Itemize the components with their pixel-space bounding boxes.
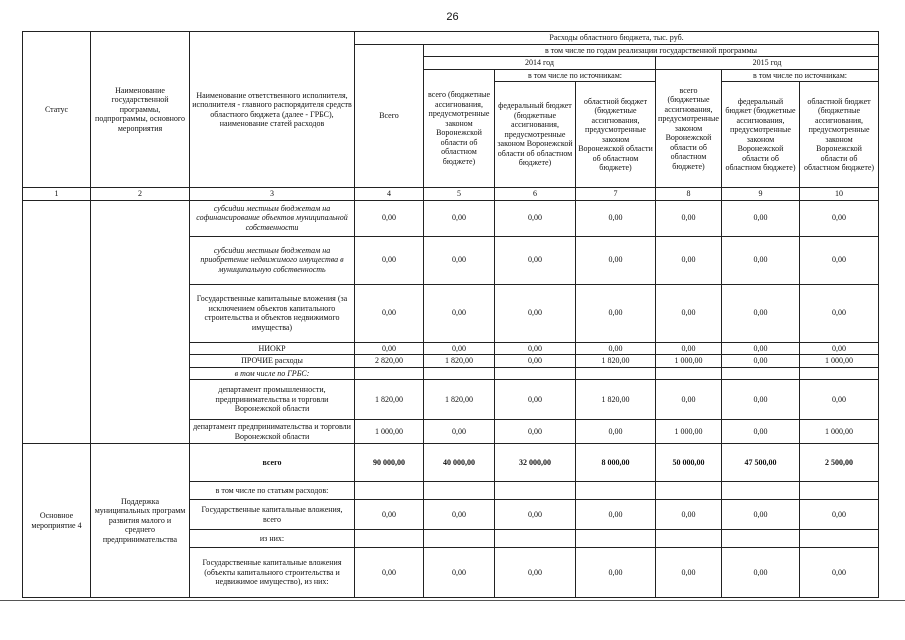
cell-value: 0,00 — [800, 236, 879, 284]
cell-value: 0,00 — [495, 355, 576, 368]
cell-value: 47 500,00 — [722, 444, 800, 482]
cell-value: 0,00 — [576, 420, 656, 444]
cell-value: 0,00 — [800, 500, 879, 530]
header-by-years: в том числе по годам реализации государственной программы — [424, 44, 879, 57]
col-num: 6 — [495, 188, 576, 201]
cell-value: 0,00 — [722, 342, 800, 355]
program-cell-empty — [91, 200, 190, 444]
cell-value: 0,00 — [424, 548, 495, 598]
cell-value — [495, 367, 576, 380]
cell-value: 8 000,00 — [576, 444, 656, 482]
cell-value: 1 820,00 — [424, 380, 495, 420]
cell-value: 0,00 — [576, 548, 656, 598]
cell-value: 0,00 — [355, 500, 424, 530]
cell-value: 32 000,00 — [495, 444, 576, 482]
cell-value — [722, 482, 800, 500]
cell-value: 0,00 — [722, 380, 800, 420]
cell-value: 0,00 — [800, 342, 879, 355]
row-name: Государственные капитальные вложения (объекты капитального строительства и недвижимое имущество), из них: — [190, 548, 355, 598]
header-executor: Наименование ответственного исполнителя, исполнителя - главного распорядителя средств областного бюджета (далее - ГРБС), наименование статей расходов — [190, 32, 355, 188]
program-cell: Поддержка муниципальных программ развития малого и среднего предпринимательства — [91, 444, 190, 598]
cell-value: 0,00 — [495, 284, 576, 342]
cell-value: 1 820,00 — [424, 355, 495, 368]
row-name: департамент промышленности, предпринимательства и торговли Воронежской области — [190, 380, 355, 420]
row-name: НИОКР — [190, 342, 355, 355]
col-num: 3 — [190, 188, 355, 201]
table-row — [23, 444, 879, 482]
cell-value: 1 000,00 — [656, 355, 722, 368]
col-num: 1 — [23, 188, 91, 201]
row-name: департамент предпринимательства и торговли Воронежской области — [190, 420, 355, 444]
cell-value: 0,00 — [656, 342, 722, 355]
cell-value: 0,00 — [800, 200, 879, 236]
header-c5: всего (бюджетные ассигнования, предусмотренные законом Воронежской области об областном бюджете) — [424, 69, 495, 188]
col-num: 8 — [656, 188, 722, 201]
cell-value: 0,00 — [722, 355, 800, 368]
row-name: Государственные капитальные вложения, всего — [190, 500, 355, 530]
cell-value — [722, 367, 800, 380]
cell-value — [656, 530, 722, 548]
cell-value: 0,00 — [800, 284, 879, 342]
cell-value: 0,00 — [355, 284, 424, 342]
column-numbers-row — [23, 188, 879, 201]
cell-value — [722, 530, 800, 548]
col-num: 7 — [576, 188, 656, 201]
cell-value — [576, 530, 656, 548]
cell-value: 0,00 — [576, 200, 656, 236]
header-sources-2014: в том числе по источникам: — [495, 69, 656, 82]
cell-value: 1 000,00 — [800, 355, 879, 368]
cell-value — [656, 367, 722, 380]
cell-value: 40 000,00 — [424, 444, 495, 482]
cell-value: 1 000,00 — [656, 420, 722, 444]
col-num: 4 — [355, 188, 424, 201]
cell-value: 0,00 — [722, 548, 800, 598]
cell-value: 0,00 — [355, 236, 424, 284]
row-name: из них: — [190, 530, 355, 548]
cell-value: 0,00 — [656, 548, 722, 598]
header-year-2015: 2015 год — [656, 57, 879, 70]
row-name: субсидии местным бюджетам на софинансирование объектов муниципальной собственности — [190, 200, 355, 236]
page-number: 26 — [446, 11, 459, 23]
cell-value: 0,00 — [800, 380, 879, 420]
budget-table — [22, 31, 879, 598]
cell-value: 2 500,00 — [800, 444, 879, 482]
cell-value: 0,00 — [722, 200, 800, 236]
cell-value — [576, 367, 656, 380]
cell-value: 1 000,00 — [355, 420, 424, 444]
cell-value: 0,00 — [424, 342, 495, 355]
row-name: в том числе по статьям расходов: — [190, 482, 355, 500]
cell-value: 0,00 — [355, 548, 424, 598]
row-name: в том числе по ГРБС: — [190, 367, 355, 380]
cell-value: 0,00 — [495, 342, 576, 355]
cell-value — [656, 482, 722, 500]
cell-value — [800, 482, 879, 500]
cell-value: 90 000,00 — [355, 444, 424, 482]
cell-value — [424, 367, 495, 380]
cell-value: 1 820,00 — [576, 380, 656, 420]
cell-value: 0,00 — [424, 236, 495, 284]
cell-value: 0,00 — [656, 500, 722, 530]
cell-value: 0,00 — [722, 500, 800, 530]
table-row — [23, 200, 879, 236]
cell-value: 0,00 — [495, 200, 576, 236]
cell-value: 0,00 — [495, 548, 576, 598]
cell-value: 50 000,00 — [656, 444, 722, 482]
header-expenses-title: Расходы областного бюджета, тыс. руб. — [355, 32, 879, 45]
cell-value: 0,00 — [722, 236, 800, 284]
cell-value: 1 820,00 — [576, 355, 656, 368]
header-program: Наименование государственной программы, подпрограммы, основного мероприятия — [91, 32, 190, 188]
row-name: субсидии местным бюджетам на приобретение недвижимого имущества в муниципальную собственность — [190, 236, 355, 284]
cell-value: 1 000,00 — [800, 420, 879, 444]
col-num: 2 — [91, 188, 190, 201]
cell-value: 0,00 — [495, 236, 576, 284]
cell-value: 0,00 — [424, 284, 495, 342]
cell-value — [424, 530, 495, 548]
status-cell-empty — [23, 200, 91, 444]
cell-value — [495, 530, 576, 548]
col-num: 5 — [424, 188, 495, 201]
cell-value: 0,00 — [495, 500, 576, 530]
cell-value: 0,00 — [355, 200, 424, 236]
cell-value: 1 820,00 — [355, 380, 424, 420]
cell-value: 0,00 — [656, 200, 722, 236]
cell-value — [800, 367, 879, 380]
cell-value — [800, 530, 879, 548]
header-sources-2015: в том числе по источникам: — [722, 69, 879, 82]
header-year-2014: 2014 год — [424, 57, 656, 70]
cell-value: 2 820,00 — [355, 355, 424, 368]
cell-value — [495, 482, 576, 500]
cell-value: 0,00 — [424, 500, 495, 530]
cell-value: 0,00 — [722, 284, 800, 342]
header-c10: областной бюджет (бюджетные ассигнования, предусмотренные законом Воронежской области об областном бюджете) — [800, 82, 879, 188]
status-cell: Основное мероприятие 4 — [23, 444, 91, 598]
cell-value: 0,00 — [656, 236, 722, 284]
header-total: Всего — [355, 44, 424, 188]
cell-value: 0,00 — [656, 380, 722, 420]
cell-value — [355, 530, 424, 548]
cell-value — [424, 482, 495, 500]
header-c6: федеральный бюджет (бюджетные ассигнования, предусмотренные законом Воронежской области об областном бюджете) — [495, 82, 576, 188]
row-name: ПРОЧИЕ расходы — [190, 355, 355, 368]
col-num: 10 — [800, 188, 879, 201]
row-name: всего — [190, 444, 355, 482]
header-c9: федеральный бюджет (бюджетные ассигнования, предусмотренные законом Воронежской области об областном бюджете) — [722, 82, 800, 188]
cell-value: 0,00 — [424, 420, 495, 444]
cell-value: 0,00 — [800, 548, 879, 598]
cell-value: 0,00 — [722, 420, 800, 444]
cell-value — [576, 482, 656, 500]
col-num: 9 — [722, 188, 800, 201]
page-bottom-rule — [0, 600, 905, 601]
cell-value: 0,00 — [656, 284, 722, 342]
cell-value: 0,00 — [355, 342, 424, 355]
cell-value: 0,00 — [576, 342, 656, 355]
cell-value — [355, 367, 424, 380]
row-name: Государственные капитальные вложения (за исключением объектов капитального строительства и объектов недвижимого имущества) — [190, 284, 355, 342]
cell-value — [355, 482, 424, 500]
header-c7: областной бюджет (бюджетные ассигнования, предусмотренные законом Воронежской области об областном бюджете) — [576, 82, 656, 188]
header-status: Статус — [23, 32, 91, 188]
cell-value: 0,00 — [576, 284, 656, 342]
header-c8: всего (бюджетные ассигнования, предусмотренные законом Воронежской области об областном бюджете) — [656, 69, 722, 188]
cell-value: 0,00 — [576, 500, 656, 530]
cell-value: 0,00 — [495, 420, 576, 444]
cell-value: 0,00 — [576, 236, 656, 284]
cell-value: 0,00 — [495, 380, 576, 420]
cell-value: 0,00 — [424, 200, 495, 236]
